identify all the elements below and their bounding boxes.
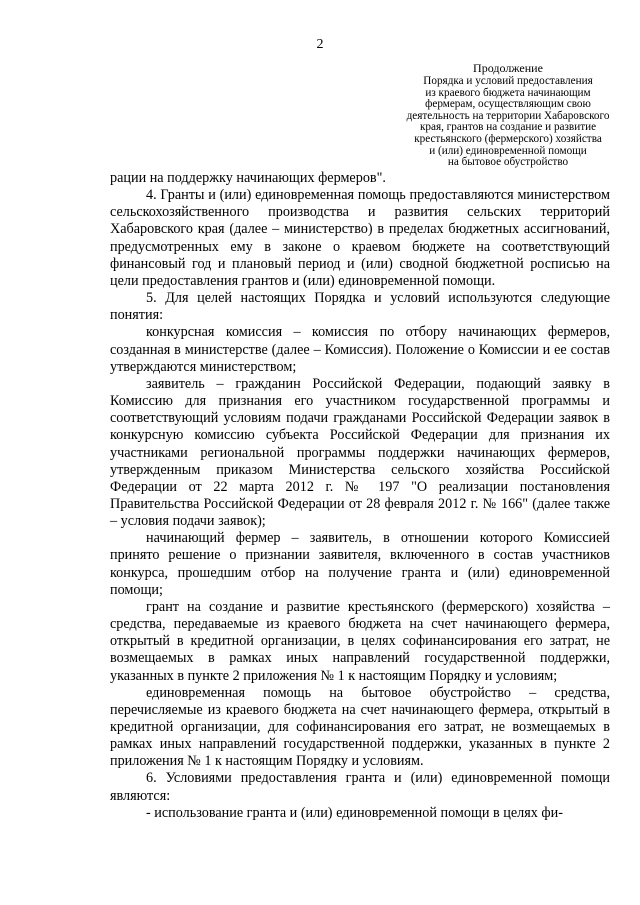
- continuation-line: на бытовое обустройство: [447, 156, 569, 169]
- continuation-line: и (или) единовременной помощи: [429, 144, 587, 157]
- continuation-line: из краевого бюджета начинающим: [425, 86, 591, 99]
- paragraph-continued: рации на поддержку начинающих фермеров".: [110, 170, 386, 186]
- definition-grant: грант на создание и развитие крестьянского (фермерского) хозяйства – средства, передаваемые из краевого бюджета на счет начинающего фермера, открытый в кредитной организации, в целях софинансирования его затрат, не возмещаемых в рамках иных направлений государственной поддержки, указанных в пункте 2 приложения № 1 к настоящим Порядку и условиям;: [110, 598, 610, 684]
- continuation-header: [392, 62, 624, 169]
- paragraph-item-6: 6. Условиями предоставления гранта и (или) единовременной помощи являются:: [110, 770, 610, 804]
- definition-one-time-aid: единовременная помощь на бытовое обустройство – средства, перечисляемые из краевого бюджета на счет начинающего фермера, открытый в кредитной организации, для софинансирования его затрат, не возмещаемых в рамках иных направлений государственной поддержки, указанных в пункте 2 приложения № 1 к настоящим Порядку и условиям.: [110, 684, 610, 770]
- continuation-line: крестьянского (фермерского) хозяйства: [414, 132, 602, 145]
- continuation-line: деятельность на территории Хабаровского: [406, 109, 610, 122]
- definition-applicant: заявитель – гражданин Российской Федерации, подающий заявку в Комиссию для признания его участником государственной программы и соответствующий условиям подачи гражданами Российской Федерации заявок в конкурсную комиссию субъекта Российской Федерации для признания их участниками региональной программы поддержки начинающих фермеров, утвержденным приказом Министерства сельского хозяйства Российской Федерации от 22 марта 2012 г. № 197 "О реализации постановления Правительства Российской Федерации от 28 февраля 2012 г. № 166" (далее также – условия подачи заявок);: [110, 375, 610, 530]
- paragraph-item-5: 5. Для целей настоящих Порядка и условий используются следующие понятия:: [110, 290, 610, 324]
- continuation-line: фермерам, осуществляющим свою: [425, 98, 591, 111]
- continuation-line: края, грантов на создание и развитие: [419, 121, 597, 134]
- continuation-line: Порядка и условий предоставления: [423, 75, 593, 87]
- definition-commission: конкурсная комиссия – комиссия по отбору начинающих фермеров, созданная в министерстве (далее – Комиссия). Положение о Комиссии и ее состав утверждаются министерством;: [110, 324, 610, 375]
- definition-novice-farmer: начинающий фермер – заявитель, в отношении которого Комиссией принято решение о признании заявителя, включенного в состав участников конкурса, прошедшим отбор на получение гранта и (или) единовременной помощи;: [110, 530, 610, 598]
- condition-item: - использование гранта и (или) единовременной помощи в целях фи-: [146, 804, 563, 821]
- continuation-caption: Продолжение: [473, 61, 543, 75]
- page-number: 2: [316, 37, 324, 52]
- paragraph-item-4: 4. Гранты и (или) единовременная помощь предоставляются министерством сельскохозяйственного производства и развития сельских территорий Хабаровского края (далее – министерство) в пределах бюджетных ассигнований, предусмотренных ему в законе о краевом бюджете на соответствующий финансовый год и плановый период и (или) сводной бюджетной росписью на цели предоставления грантов и (или) единовременной помощи.: [110, 187, 610, 289]
- body-text: [110, 170, 610, 822]
